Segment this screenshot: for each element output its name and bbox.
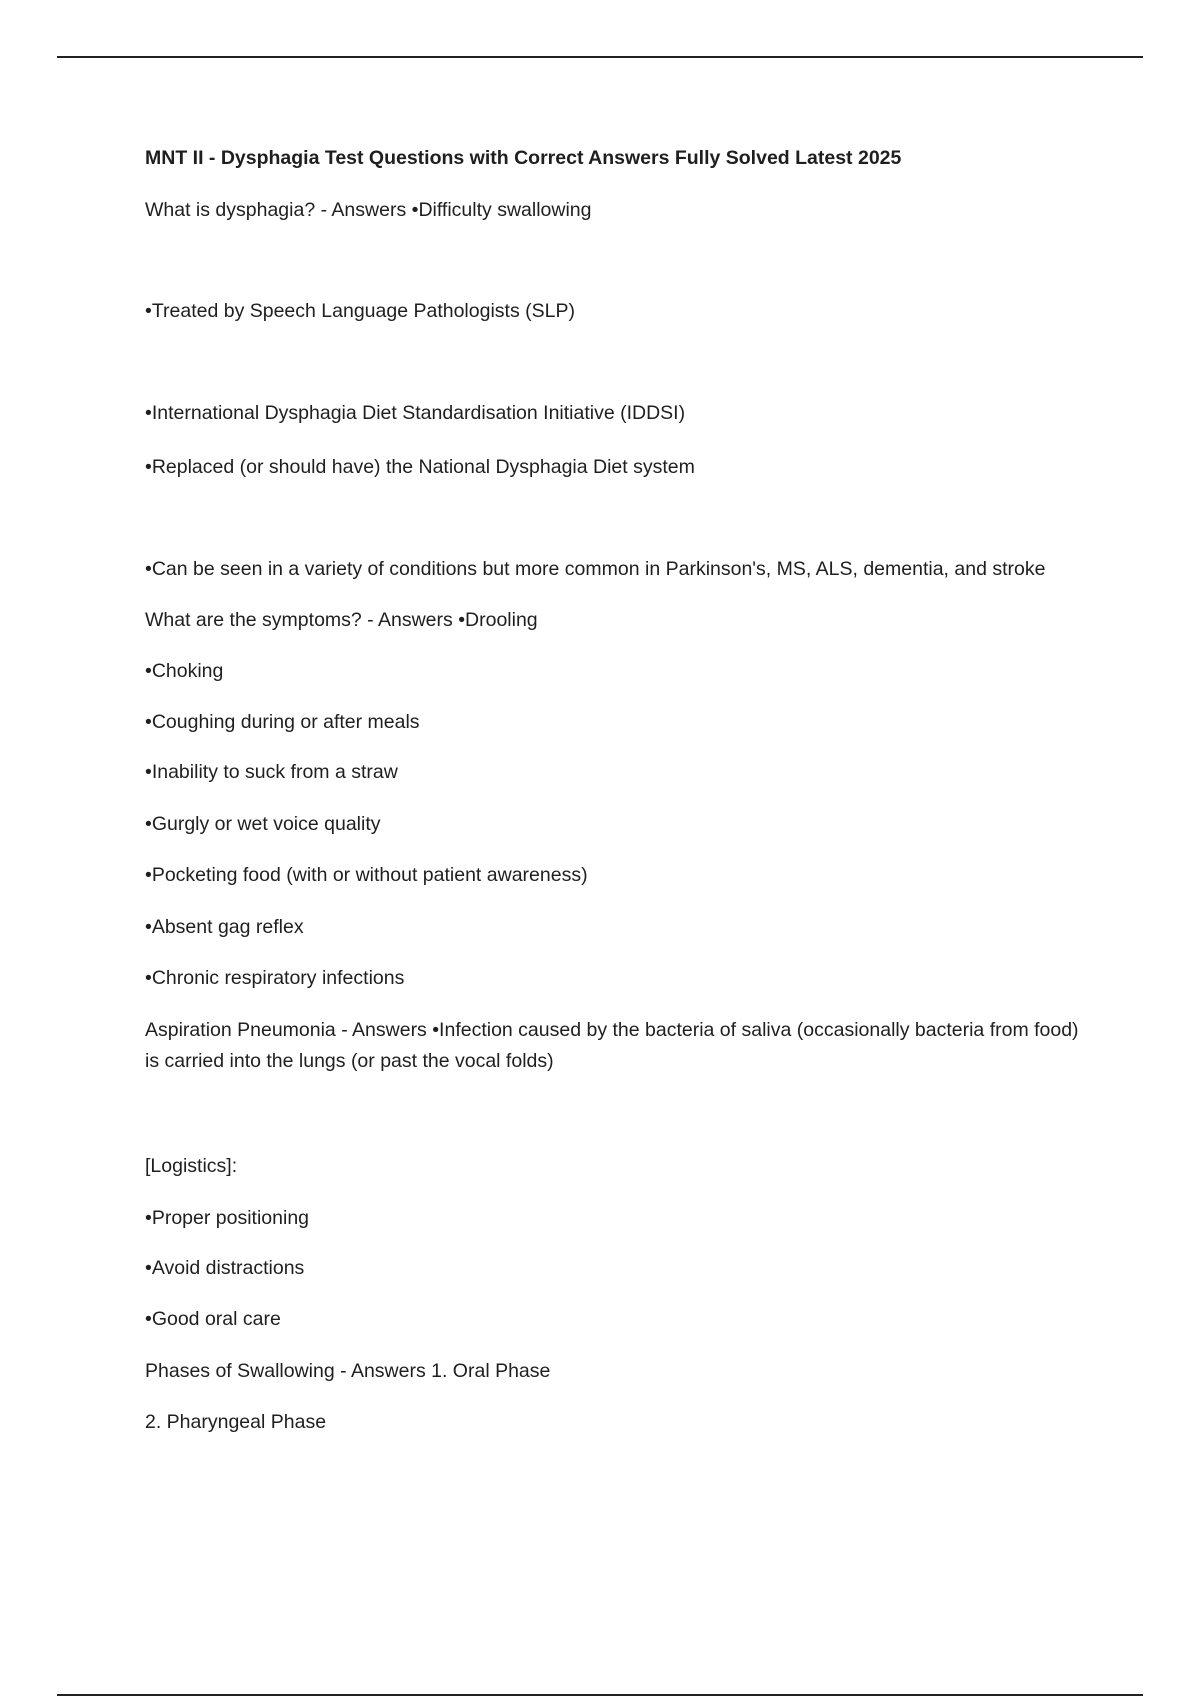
text-line: Aspiration Pneumonia - Answers •Infection caused by the bacteria of saliva (occasionally bacteria from food) is carried into the lungs (or past the vocal folds): [145, 1019, 1079, 1072]
text-line: •Proper positioning: [145, 1207, 310, 1229]
text-line: •Absent gag reflex: [145, 916, 304, 938]
text-line: What is dysphagia? - Answers •Difficulty swallowing: [145, 199, 592, 221]
text-line: •Chronic respiratory infections: [145, 967, 405, 989]
text-line: •International Dysphagia Diet Standardisation Initiative (IDDSI): [145, 402, 686, 424]
document-title: MNT II - Dysphagia Test Questions with Correct Answers Fully Solved Latest 2025: [145, 147, 902, 169]
text-line: •Gurgly or wet voice quality: [145, 813, 381, 835]
text-line: •Coughing during or after meals: [145, 711, 420, 733]
text-line: •Avoid distractions: [145, 1257, 305, 1279]
text-line: •Replaced (or should have) the National Dysphagia Diet system: [145, 456, 695, 478]
header-rule: [57, 56, 1143, 58]
text-line: •Choking: [145, 660, 224, 682]
text-line: [Logistics]:: [145, 1155, 238, 1177]
footer-rule: [57, 1694, 1143, 1696]
text-line: •Treated by Speech Language Pathologists (SLP): [145, 300, 575, 322]
text-line: •Good oral care: [145, 1308, 281, 1330]
text-line: •Pocketing food (with or without patient awareness): [145, 864, 588, 886]
text-line: 2. Pharyngeal Phase: [145, 1411, 327, 1433]
text-line: Phases of Swallowing - Answers 1. Oral Phase: [145, 1360, 551, 1382]
text-line: What are the symptoms? - Answers •Drooling: [145, 609, 538, 631]
text-line: •Inability to suck from a straw: [145, 761, 398, 783]
text-line: •Can be seen in a variety of conditions but more common in Parkinson's, MS, ALS, dementia, and stroke: [145, 558, 1046, 580]
